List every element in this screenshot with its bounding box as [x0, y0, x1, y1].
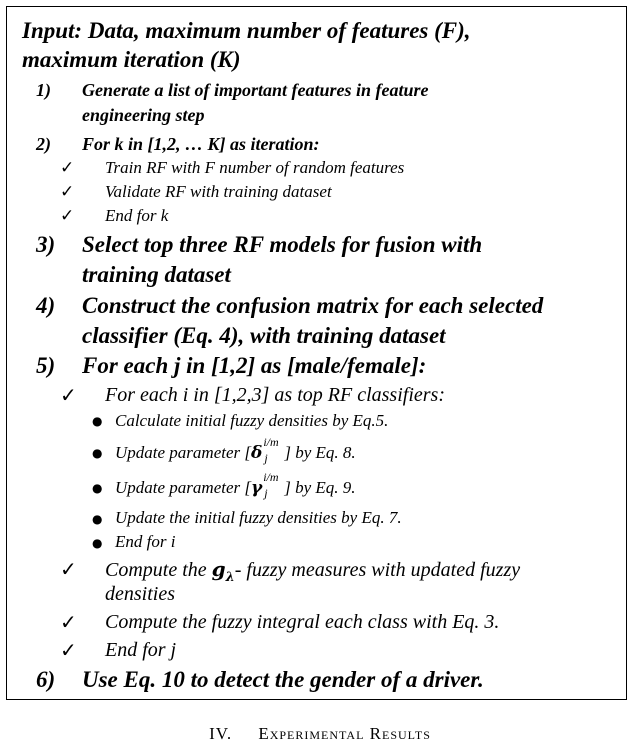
check-icon: ✓ [60, 638, 77, 662]
gamma-subscript: j [264, 486, 268, 500]
check-icon: ✓ [60, 206, 75, 226]
step-6-line-1: Use Eq. 10 to detect the gender of a driver. [82, 667, 484, 692]
check-icon: ✓ [60, 158, 75, 178]
input-line-2: maximum iteration (K) [22, 47, 241, 72]
step-2-number: 2) [36, 134, 51, 154]
step-2-line-1: For k in [1,2, … K] as iteration: [82, 134, 320, 154]
lambda-subscript: λ [225, 570, 235, 585]
bullet-3-prefix: Update parameter [ [115, 478, 251, 497]
check-icon: ✓ [60, 182, 75, 202]
step-5-check-3: Compute the fuzzy integral each class with Eq. 3. [105, 611, 500, 633]
step-1-line-2: engineering step [82, 105, 205, 125]
bullet-icon: ● [92, 414, 103, 428]
step-5-check-i: For each i in [1,2,3] as top RF classifiers: [105, 384, 445, 406]
step-5-line-1: For each j in [1,2] as [male/female]: [82, 353, 427, 378]
step-6-number: 6) [36, 667, 56, 692]
bullet-3 [115, 470, 356, 500]
check-icon: ✓ [60, 383, 77, 407]
step-5-check-4: End for j [105, 639, 177, 661]
step-5-check-2-line-1 [105, 557, 520, 585]
delta-superscript: i/m [263, 435, 279, 449]
step-2-check-2: Validate RF with training dataset [105, 182, 332, 201]
compute-suffix: - fuzzy measures with updated fuzzy [234, 559, 521, 581]
section-title: Experimental Results [258, 724, 431, 743]
section-roman: IV. [209, 724, 233, 743]
check-icon: ✓ [60, 557, 77, 581]
bullet-icon: ● [92, 536, 103, 550]
step-1-number: 1) [36, 80, 51, 100]
bullet-4: Update the initial fuzzy densities by Eq. 7. [115, 508, 402, 527]
step-5-check-2-line-2: densities [105, 583, 175, 605]
section-heading [0, 724, 640, 744]
step-3-line-2: training dataset [82, 262, 231, 287]
delta-subscript: j [264, 451, 268, 465]
step-2-check-3: End for k [105, 206, 169, 225]
bullet-5: End for i [115, 532, 176, 551]
compute-prefix: Compute the [105, 559, 212, 581]
bullet-2-suffix: ] by Eq. 8. [284, 443, 356, 462]
step-4-number: 4) [36, 293, 56, 318]
gamma-symbol: γ [250, 478, 263, 498]
bullet-2 [115, 435, 356, 465]
g-symbol: g [211, 557, 226, 581]
bullet-icon: ● [92, 446, 103, 460]
gamma-superscript: i/m [263, 470, 279, 484]
delta-symbol: δ [250, 443, 263, 463]
step-1-line-1: Generate a list of important features in feature [82, 80, 429, 100]
bullet-icon: ● [92, 512, 103, 526]
step-3-line-1: Select top three RF models for fusion with [82, 232, 483, 257]
bullet-2-prefix: Update parameter [ [115, 443, 251, 462]
step-4-line-2: classifier (Eq. 4), with training dataset [82, 323, 446, 348]
input-line-1: Input: Data, maximum number of features (F), [22, 18, 471, 43]
bullet-3-suffix: ] by Eq. 9. [284, 478, 356, 497]
check-icon: ✓ [60, 610, 77, 634]
bullet-icon: ● [92, 481, 103, 495]
step-5-number: 5) [36, 353, 56, 378]
step-4-line-1: Construct the confusion matrix for each selected [82, 293, 544, 318]
step-3-number: 3) [36, 232, 56, 257]
bullet-1: Calculate initial fuzzy densities by Eq.5. [115, 411, 389, 430]
step-2-check-1: Train RF with F number of random features [105, 158, 405, 177]
